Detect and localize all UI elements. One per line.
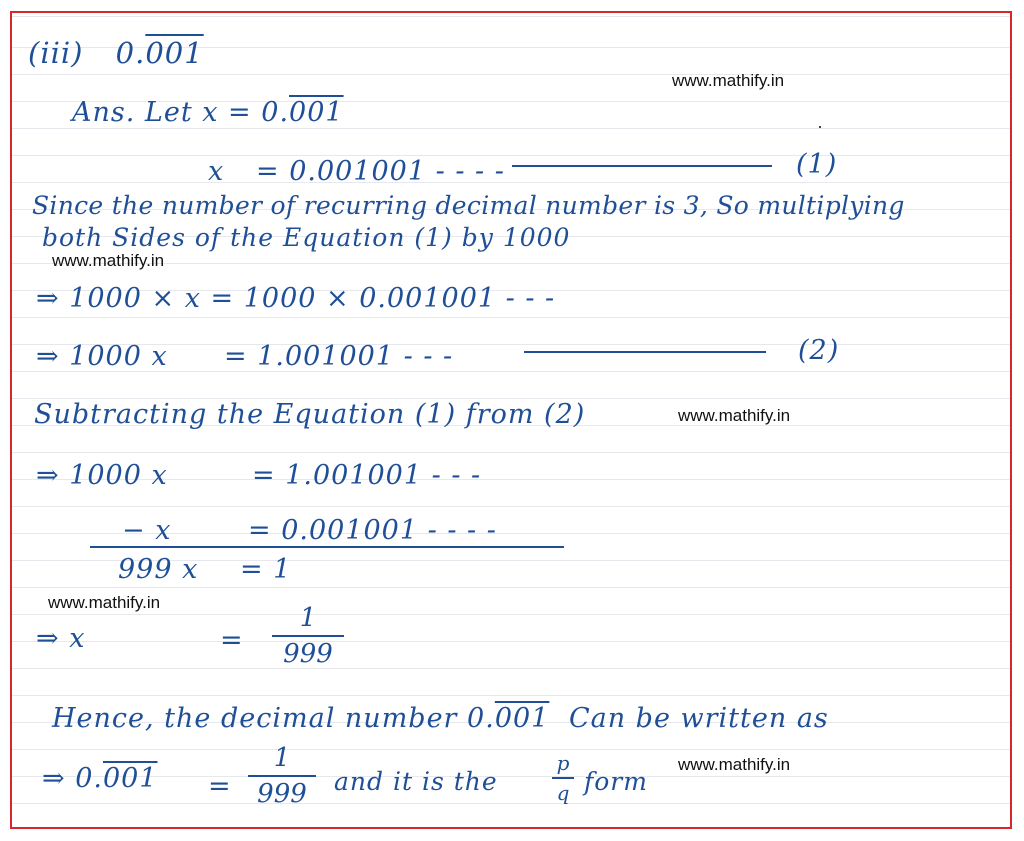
watermark-3: www.mathify.in bbox=[678, 406, 791, 425]
part-decimal: 0. bbox=[115, 36, 146, 70]
result-fraction-bar bbox=[272, 635, 344, 637]
equation-1-rhs: = 0.001001 - - - - bbox=[256, 156, 505, 187]
final-numerator: 1 bbox=[273, 743, 291, 773]
equation-1-lhs: x bbox=[208, 156, 225, 187]
subtract-a-rhs: = 1.001001 - - - bbox=[252, 460, 482, 491]
pq-denominator: q bbox=[556, 781, 570, 805]
result-fraction bbox=[272, 605, 344, 669]
answer-prefix: Ans. Let x = 0. bbox=[72, 97, 290, 128]
subtract-a-lhs: ⇒ 1000 x bbox=[36, 460, 168, 491]
watermark-4: www.mathify.in bbox=[48, 593, 161, 612]
equation-2-rhs: = 1.001001 - - - bbox=[224, 341, 454, 372]
final-bar: 001 bbox=[102, 763, 158, 794]
since-line-1: Since the number of recurring decimal number is 3, So multiplying bbox=[32, 191, 905, 220]
watermark-5: www.mathify.in bbox=[678, 755, 791, 774]
subtract-heading: Subtracting the Equation (1) from (2) bbox=[34, 399, 586, 430]
hence-tail: Can be written as bbox=[568, 703, 829, 734]
watermark-1: www.mathify.in bbox=[672, 71, 785, 90]
final-mid: and it is the bbox=[334, 767, 498, 796]
final-prefix bbox=[42, 765, 158, 792]
multiply-line: ⇒ 1000 × x = 1000 × 0.001001 - - - bbox=[36, 283, 556, 314]
pq-numerator: p bbox=[556, 751, 570, 775]
pq-fraction bbox=[552, 753, 574, 804]
answer-line bbox=[72, 99, 344, 126]
hence-text: Hence, the decimal number 0. bbox=[52, 703, 495, 734]
watermark-2: www.mathify.in bbox=[52, 251, 165, 270]
equation-2-lhs: ⇒ 1000 x bbox=[36, 341, 168, 372]
since-line-2: both Sides of the Equation (1) by 1000 bbox=[42, 223, 571, 252]
part-decimal-bar: 001 bbox=[145, 36, 204, 70]
final-fraction-bar bbox=[248, 775, 316, 777]
hence-line bbox=[52, 705, 829, 732]
answer-bar: 001 bbox=[289, 97, 344, 128]
subtract-c-rhs: = 1 bbox=[240, 554, 292, 585]
subtract-rule bbox=[90, 546, 564, 548]
pq-fraction-bar bbox=[552, 777, 574, 779]
result-denominator: 999 bbox=[283, 639, 333, 670]
final-pre: ⇒ 0. bbox=[42, 763, 103, 794]
result-lhs: ⇒ x bbox=[36, 623, 86, 654]
hence-bar: 001 bbox=[494, 703, 550, 734]
worksheet-page bbox=[10, 11, 1012, 829]
equation-2-tag: (2) bbox=[798, 335, 840, 366]
subtract-b-lhs: − x bbox=[122, 515, 172, 546]
stray-dot bbox=[819, 126, 821, 128]
final-tail: form bbox=[584, 767, 648, 796]
final-equals: = bbox=[208, 771, 232, 802]
final-denominator: 999 bbox=[257, 779, 307, 810]
equation-1-rule bbox=[512, 165, 772, 167]
result-equals: = bbox=[220, 625, 244, 656]
result-numerator: 1 bbox=[299, 603, 317, 633]
equation-2-rule bbox=[524, 351, 766, 353]
part-number: (iii) bbox=[28, 36, 84, 70]
part-label bbox=[28, 36, 204, 70]
subtract-c-lhs: 999 x bbox=[118, 554, 199, 585]
equation-1-tag: (1) bbox=[796, 149, 838, 180]
subtract-b-rhs: = 0.001001 - - - - bbox=[248, 515, 497, 546]
final-fraction bbox=[248, 745, 316, 809]
